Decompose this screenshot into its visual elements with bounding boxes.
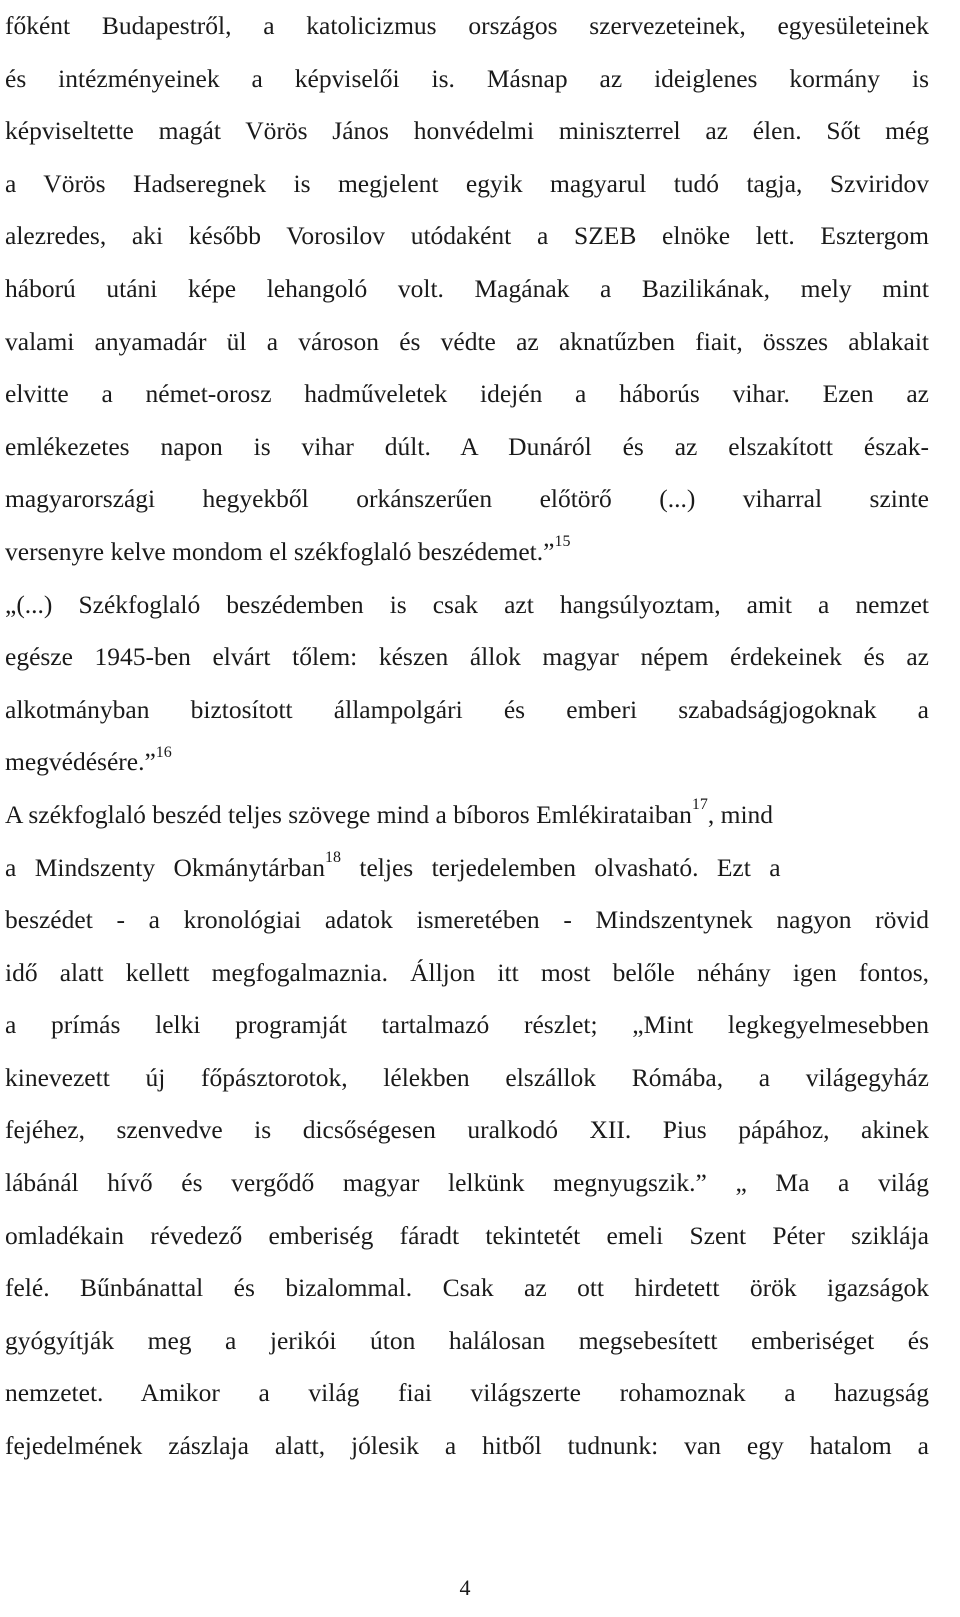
text-line: „(...) Székfoglaló beszédemben is csak azt hangsúlyoztam, amit a nemzet	[5, 589, 929, 619]
text-segment: megvédésére.”	[5, 747, 156, 777]
text-line: nemzetet. Amikor a világ fiai világszerte rohamoznak a hazugság	[5, 1378, 929, 1408]
text-line: kinevezett új főpásztorotok, lélekben elszállok Rómába, a világegyház	[5, 1062, 929, 1092]
text-line: képviseltette magát Vörös János honvédelmi miniszterrel az élen. Sőt még	[5, 116, 929, 146]
text-line: fejedelmének zászlaja alatt, jólesik a hitből tudnunk: van egy hatalom a	[5, 1431, 929, 1461]
text-line: felé. Bűnbánattal és bizalommal. Csak az ott hirdetett örök igazságok	[5, 1273, 929, 1303]
text-line: lábánál hívő és vergődő magyar lelkünk megnyugszik.” „ Ma a világ	[5, 1168, 929, 1198]
text-line: alezredes, aki később Vorosilov utódaként a SZEB elnöke lett. Esztergom	[5, 221, 929, 251]
text-line: elvitte a német-orosz hadműveletek idején a háborús vihar. Ezen az	[5, 379, 929, 409]
text-line: fejéhez, szenvedve is dicsőségesen uralkodó XII. Pius pápához, akinek	[5, 1115, 929, 1145]
text-line: gyógyítják meg a jerikói úton halálosan megsebesített emberiséget és	[5, 1325, 929, 1355]
text-segment: , mind	[707, 799, 774, 829]
text-line: beszédet - a kronológiai adatok ismeretében - Mindszentynek nagyon rövid	[5, 905, 929, 935]
text-segment: A székfoglaló beszéd teljes szövege mind a bíboros Emlékirataiban	[5, 799, 692, 829]
footnote-ref-15: 15	[554, 533, 571, 551]
text-line: háború utáni képe lehangoló volt. Magának a Bazilikának, mely mint	[5, 273, 929, 303]
text-line	[5, 789, 929, 842]
text-segment: teljes terjedelemben olvasható. Ezt a	[341, 852, 781, 882]
footnote-ref-17: 17	[691, 796, 708, 814]
footnote-ref-16: 16	[155, 743, 172, 761]
text-segment: a Mindszenty Okmánytárban	[5, 852, 326, 882]
page-number: 4	[459, 1575, 471, 1600]
text-segment: versenyre kelve mondom el székfoglaló beszédemet.”	[5, 536, 555, 566]
text-line: a Vörös Hadseregnek is megjelent egyik magyarul tudó tagja, Szviridov	[5, 168, 929, 198]
text-line: valami anyamadár ül a városon és védte az aknatűzben fiait, összes ablakait	[5, 326, 929, 356]
text-line	[5, 842, 929, 895]
text-line: egésze 1945-ben elvárt tőlem: készen állok magyar népem érdekeinek és az	[5, 642, 929, 672]
footnote-ref-18: 18	[325, 849, 342, 866]
text-line	[5, 736, 929, 789]
body-text	[5, 0, 929, 1473]
text-line: a prímás lelki programját tartalmazó részlet; „Mint legkegyelmesebben	[5, 1010, 929, 1040]
text-line: idő alatt kellett megfogalmaznia. Álljon itt most belőle néhány igen fontos,	[5, 957, 929, 987]
text-line: és intézményeinek a képviselői is. Másnap az ideiglenes kormány is	[5, 63, 929, 93]
text-line: alkotmányban biztosított állampolgári és emberi szabadságjogoknak a	[5, 694, 929, 724]
text-line: omladékain révedező emberiség fáradt tekintetét emeli Szent Péter sziklája	[5, 1220, 929, 1250]
text-line: emlékezetes napon is vihar dúlt. A Dunáról és az elszakított észak-	[5, 431, 929, 461]
text-line: magyarországi hegyekből orkánszerűen előtörő (...) viharral szinte	[5, 484, 929, 514]
text-line	[5, 526, 929, 579]
text-line: főként Budapestről, a katolicizmus országos szervezeteinek, egyesületeinek	[5, 11, 929, 40]
